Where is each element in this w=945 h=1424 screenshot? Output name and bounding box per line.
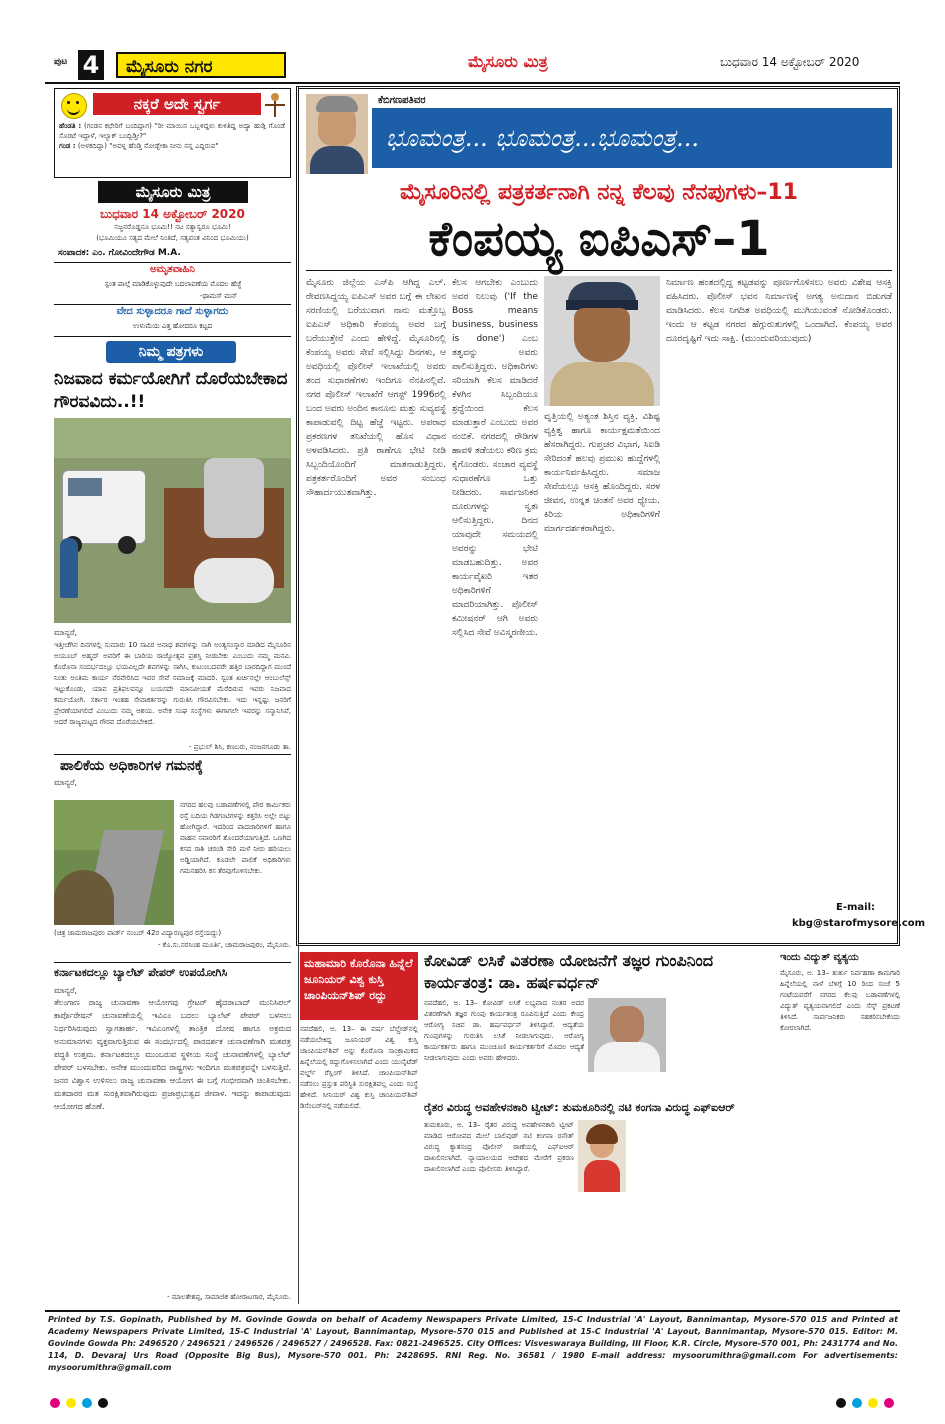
story4-title: ಇಂದು ವಿದ್ಯುತ್ ವ್ಯತ್ಯಯ [780,952,859,963]
letter1-place: ಮಾನ್ಯರೆ, [54,628,78,637]
story3-title: ರೈತರ ವಿರುದ್ಧ ಅವಹೇಳನಕಾರಿ ಟ್ವೀಟ್: ತುಮಕೂರಿನಲ್ಲಿ ನಟಿ ಕಂಗನಾ ವಿರುದ್ಧ ಎಫ್‌ಐಆರ್ [424,1101,735,1114]
amrita-author: -ಥಾಮಸ್ ಮನ್ [200,292,238,300]
letter2-caption: (ಚಿತ್ರ ಜಾಮರಾಜಪುರಂ ವಾರ್ಡ್ ನಂಬರ್ 42ರ ವಿದ್ಯಾರಣ್ಯಪುರ ರಸ್ತೆಯದ್ದು) [54,929,222,937]
editor-line: ಸಂಪಾದಕ: ಎಂ. ಗೋವಿಂದೇಗೌಡ M.A. [58,248,181,258]
smiley-icon [61,93,87,119]
registration-dot-magenta [50,1398,60,1408]
column-label: ಕೆಬಿಗಣಪತಿವರ [378,95,426,106]
kicker: ಮೈಸೂರಿನಲ್ಲಿ ಪತ್ರಕರ್ತನಾಗಿ ನನ್ನ ಕೆಲವು ನೆನಪುಗಳು–11 [399,180,798,205]
actress-photo [578,1120,626,1192]
registration-dot-black [836,1398,846,1408]
registration-dot-yellow [66,1398,76,1408]
letter3-title: ಕರ್ನಾಟಕದಲ್ಲೂ ಬ್ಯಾಲೆಟ್ ಪೇಪರ್ ಉಪಯೋಗಿಸಿ [54,966,228,979]
officer-photo [544,276,660,406]
motto-line: ಸಜ್ಜನರೊಡ್ಡನೂ ಭೂಮಿ!! ನಟ ಸತ್ಯಾಸ್ವರೂ ಭೂಮಿ! [114,223,231,231]
letter2-body: ನಗರದ ಹಲವು ಬಡಾವಣೆಗಳಲ್ಲಿ ಪೌರ ಕಾರ್ಮಿಕರು ರಸ್ತೆ ಬದಿಯ ಗಿಡಗಂಟಿಗಳನ್ನು ಕತ್ತರಿಸಿ ಅಲ್ಲೇ ಬಿಟ್ಟು ಹೋಗಿದ್ದಾರೆ. ಇದರಿಂದ ಪಾದಚಾರಿಗಳಿಗೆ ಹಾಗೂ ವಾಹನ ಸವಾರರಿಗೆ ತೊಂದರೆಯಾಗುತ್ತಿದೆ. ಒಣಗಿದ ಕಸದ ರಾಶಿ ಚರಂಡಿ ಸೇರಿ ಮಳೆ ನೀರು ಹರಿಯಲು ಅಡ್ಡಿಯಾಗಿದೆ. ಕೂಡಲೇ ಪಾಲಿಕೆ ಅಧಿಕಾರಿಗಳು ಗಮನಹರಿಸಿ ಕಸ ತೆರವುಗೊಳಿಸಬೇಕು. [180,801,291,875]
email-label: E-mail: [836,902,876,913]
page-number: 4 [78,50,104,80]
imprint: Printed by T.S. Gopinath, Published by M. Govinde Gowda on behalf of Academy Newspapers Private Limited, 15-C Industrial 'A' Layout, Bannimantap, Mysore-570 015 and Printed at Academy Newspapers Private Limited, 15-C Industrial 'A' Layout, Bannimantap, Mysore-570 015 and Published at 15-C Industrial 'A' Layout, Bannimantap, Mysore-570 015. Editor: M. Govinde Gowda Ph: 2496520 / 2496521 / 2496526 / 2496527 / 2496528. Fax: 0821-2496525. City Offices: Visveswaraya Building, III Floor, K.R. Circle, Mysore-570 001, Ph: 2431774 and No. 114, D. Devaraj Urs Road (Opposite Big Bus), Mysore-570 001. Ph: 2428695. RNI Reg. No. 36581 / 1980 E-mail address: mysoorumithra@gmail.com For advertisements: mysoorumithra@gmail.com [48,1315,898,1372]
motto-line: (ಭೂಮಿಯೂ ಸತ್ಯದ ಮೇಲೆ ನಿಂತಿದೆ, ಸತ್ಯವಂತ ವಿನಿಂದ ಭೂಮಿಯು) [96,234,249,242]
humor-title: ನಕ್ಕರೆ ಅದೇ ಸ್ವರ್ಗ [93,93,261,115]
page-label: ಪುಟ [54,57,68,67]
letter2-sign: - ಕೊ.ಸು.ನರಸಿಂಹ ಮೂರ್ತಿ, ಚಾಮರಾಜಪುರಂ, ಮೈಸೂರು. [157,941,291,949]
minister-photo [588,998,666,1072]
registration-dot-yellow [868,1398,878,1408]
letter1-photo [54,418,291,623]
humor-row: ಗಂಡ : (ಅಳಕದಿದ್ದಾ) "ಅವಳ್ನ ಹೆಂಡ್ತಿ ನೋಡ್ಬೇಕಾ ನೀನು ನನ್ನ ಎದ್ದಿರುವ" [59,142,219,150]
column-title: ಭೂಮಂತ್ರ... ಭೂಮಂತ್ರ...ಭೂಮಂತ್ರ... [372,108,892,168]
letter3-body: ತೆಲಂಗಾಣ ರಾಜ್ಯ ಚುನಾವಣಾ ಆಯೋಗವು ಗ್ರೇಟರ್ ಹೈದರಾಬಾದ್ ಮುನಿಸಿಪಲ್ ಕಾರ್ಪೊರೇಷನ್ ಚುನಾವಣೆಯಲ್ಲಿ ಇವಿಎಂ ಬದಲು ಬ್ಯಾಲೆಟ್ ಪೇಪರ್ ಬಳಸಲು ನಿರ್ಧರಿಸಿರುವುದು ಸ್ವಾಗತಾರ್ಹ. ಇವಿಎಂಗಳಲ್ಲಿ ತಾಂತ್ರಿಕ ದೋಷ ಹಾಗೂ ಅಕ್ರಮದ ಅನುಮಾನಗಳು ವ್ಯಕ್ತವಾಗುತ್ತಿರುವ ಈ ಸಂದರ್ಭದಲ್ಲಿ ಪಾರದರ್ಶಕ ಚುನಾವಣೆಗಾಗಿ ಮತಪತ್ರ ಪದ್ಧತಿ ಉತ್ತಮ. ಕರ್ನಾಟಕದಲ್ಲೂ ಮುಂಬರುವ ಸ್ಥಳೀಯ ಸಂಸ್ಥೆ ಚುನಾವಣೆಗಳಲ್ಲಿ ಬ್ಯಾಲೆಟ್ ಪೇಪರ್ ಬಳಸಬೇಕು. ಅನೇಕ ಮುಂದುವರಿದ ರಾಷ್ಟ್ರಗಳು ಇಂದಿಗೂ ಮತಪತ್ರವನ್ನೇ ಬಳಸುತ್ತಿವೆ. ಜನರ ವಿಶ್ವಾಸ ಉಳಿಸಲು ರಾಜ್ಯ ಚುನಾವಣಾ ಆಯೋಗ ಈ ಬಗ್ಗೆ ಗಂಭೀರವಾಗಿ ಚಿಂತಿಸಬೇಕು. ಮತದಾರರ ಮತ ಸುರಕ್ಷಿತವಾಗಿರುವುದು ಪ್ರಜಾಪ್ರಭುತ್ವದ ಜೀವಾಳ. ಇದನ್ನು ಕಾಪಾಡುವುದು ಆಯೋಗದ ಹೊಣೆ. [54,998,291,1111]
story2-title: ಕೋವಿಡ್ ಲಸಿಕೆ ವಿತರಣಾ ಯೋಜನೆಗೆ ತಜ್ಞರ ಗುಂಪಿನಿಂದ ಕಾರ್ಯತಂತ್ರ: ಡಾ. ಹರ್ಷವರ್ಧನ್ [424,951,714,992]
veda-title: ವೇದ ಸುಳ್ಳಾದರೂ ಗಾದೆ ಸುಳ್ಳಾಗದು [116,306,229,317]
registration-dot-black [98,1398,108,1408]
amrita-title: ಅಮೃತವಾಹಿನಿ [150,264,195,275]
headline: ಕೆಂಪಯ್ಯ ಐಪಿಎಸ್–1 [428,211,770,267]
story1-body: ನವದೆಹಲಿ, ಅ. 13– ಈ ವರ್ಷ ಬೆಲ್ಗ್ರೇಡ್‌ನಲ್ಲಿ ನಡೆಯಬೇಕಿದ್ದ ಜೂನಿಯರ್ ವಿಶ್ವ ಕುಸ್ತಿ ಚಾಂಪಿಯನ್‌ಶಿಪ್ ಅನ್ನು ಕೊರೊನಾ ಸಾಂಕ್ರಾಮಿಕದ ಹಿನ್ನೆಲೆಯಲ್ಲಿ ರದ್ದುಗೊಳಿಸಲಾಗಿದೆ ಎಂದು ಯುನೈಟೆಡ್ ವರ್ಲ್ಡ್ ರೆಸ್ಲಿಂಗ್ ತಿಳಿಸಿದೆ. ಚಾಂಪಿಯನ್‌ಶಿಪ್ ನಡೆಸಲು ಪ್ರಸ್ತುತ ಪರಿಸ್ಥಿತಿ ಸುರಕ್ಷಿತವಲ್ಲ ಎಂದು ಸಂಸ್ಥೆ ಹೇಳಿದೆ. ಸೀನಿಯರ್ ವಿಶ್ವ ಕುಸ್ತಿ ಚಾಂಪಿಯನ್‌ಶಿಪ್ ಡಿಸೆಂಬರ್‌ನಲ್ಲಿ ನಡೆಯಲಿದೆ. [300,1025,418,1110]
humor-row: ಹೆಂಡತಿ : (ಗಂಡನ ಕಛೇರಿಗೆ ಬಂದಿದ್ದಾಗ) "ರೀ ಮಾಯಿನ ಒಬ್ಬಳಿದ್ದಳು ಕುಳಿತಿದ್ದ ಅದ್ಯಾ ಹುಡ್ಗಿ ಗೊಂಡೆ ಸೊರಟೆ ಇದ್ದಾಳೆ, ಇಲ್ಯಾಕ್ ಬಂದ್ಬಿಡ್ತೀ?" [59,122,285,140]
mini-date: ಬುಧವಾರ 14 ಅಕ್ಟೋಬರ್ 2020 [100,207,245,221]
feature-col3: ವೃತ್ತಿಯಲ್ಲಿ ಅತ್ಯಂತ ಶಿಸ್ತಿನ ವ್ಯಕ್ತಿ. ವಿಶಿಷ್ಟ ವ್ಯಕ್ತಿತ್ವ ಹಾಗೂ ಕಾರ್ಯಕ್ಷಮತೆಯಿಂದ ಹೆಸರಾಗಿದ್ದರು. ಗುಪ್ತಚರ ವಿಭಾಗ, ಸಿಐಡಿ ಸೇರಿದಂತೆ ಹಲವು ಪ್ರಮುಖ ಹುದ್ದೆಗಳಲ್ಲಿ ಕಾರ್ಯನಿರ್ವಹಿಸಿದ್ದರು. ಸಮಾಜ ಸೇವೆಯಲ್ಲೂ ಆಸಕ್ತಿ ಹೊಂದಿದ್ದರು. ಸರಳ ಜೀವನ, ಉನ್ನತ ಚಿಂತನೆ ಅವರ ಧ್ಯೇಯ. ಕಿರಿಯ ಅಧಿಕಾರಿಗಳಿಗೆ ಮಾರ್ಗದರ್ಶಕರಾಗಿದ್ದರು. [544,412,660,534]
registration-dot-cyan [82,1398,92,1408]
story1-title: ಮಹಾಮಾರಿ ಕೊರೊನಾ ಹಿನ್ನೆಲೆ ಜೂನಿಯರ್ ವಿಶ್ವ ಕುಸ್ತಿ ಚಾಂಪಿಯನ್‌ಶಿಪ್ ರದ್ದು [300,952,418,1020]
letter2-title: ಪಾಲಿಕೆಯ ಅಧಿಕಾರಿಗಳ ಗಮನಕ್ಕೆ [60,758,203,774]
amrita-text: ಸ್ಪಂತ ಪಾಲ್ಗೆ ಮಾಡಿಕೊಳ್ಳುವುದೇ ಬದಲಾವಣೆಯ ಮೊದಲ ಹೆಜ್ಜೆ [104,280,242,288]
feature-col2: ಕೆಲಸ ಆಗಬೇಕು ಎಂಬುದು ಅವರ ನಿಲುವು ('If the Boss means business, business is done') ಎಂಬ ತತ್ವವನ್ನು ಅವರು ಪಾಲಿಸುತ್ತಿದ್ದರು. ಅಧಿಕಾರಿಗಳು ಸರಿಯಾಗಿ ಕೆಲಸ ಮಾಡಿದರೆ ಕೆಳಗಿನ ಸಿಬ್ಬಂದಿಯೂ ಶ್ರದ್ಧೆಯಿಂದ ಕೆಲಸ ಮಾಡುತ್ತಾರೆ ಎಂಬುದು ಅವರ ನಂಬಿಕೆ. ನಗರದಲ್ಲಿ ರೌಡಿಗಳ ಹಾವಳಿ ತಡೆಯಲು ಕಠಿಣ ಕ್ರಮ ಕೈಗೊಂಡರು. ಸಂಚಾರ ವ್ಯವಸ್ಥೆ ಸುಧಾರಣೆಗೂ ಒತ್ತು ನೀಡಿದರು. ಸಾರ್ವಜನಿಕರ ದೂರುಗಳನ್ನು ಸ್ವತಃ ಆಲಿಸುತ್ತಿದ್ದರು. ದಿನದ ಯಾವುದೇ ಸಮಯದಲ್ಲಿ ಅವರನ್ನು ಭೇಟಿ ಮಾಡಬಹುದಿತ್ತು. ಅವರ ಕಾರ್ಯವೈಖರಿ ಇತರ ಅಧಿಕಾರಿಗಳಿಗೆ ಮಾದರಿಯಾಗಿತ್ತು. ಪೊಲೀಸ್ ಕಮೀಷನರ್ ಆಗಿ ಅವರು ಸಲ್ಲಿಸಿದ ಸೇವೆ ಅವಿಸ್ಮರಣೀಯ. [452,278,538,638]
feature-col1: ಮೈಸೂರು ಜಿಲ್ಲೆಯ ಎಸ್‌ಪಿ ಆಗಿದ್ದ ಎಲ್. ರೇವಣಸಿದ್ದಯ್ಯ ಐಪಿಎಸ್ ಅವರ ಬಗ್ಗೆ ಈ ಲೇಖನ ಸರಣಿಯಲ್ಲಿ ಬರೆಯುವಾಗ ನಾನು ಮತ್ತೊಬ್ಬ ಐಪಿಎಸ್ ಅಧಿಕಾರಿ ಕೆಂಪಯ್ಯ ಅವರ ಬಗ್ಗೆ ಬರೆಯುತ್ತೇನೆ ಎಂದು ಹೇಳಿದ್ದೆ. ಮೈಸೂರಿನಲ್ಲಿ ಕೆಂಪಯ್ಯ ಅವರು ಸೇವೆ ಸಲ್ಲಿಸಿದ್ದು ದಿನಗಳು, ಆ ಅವಧಿಯಲ್ಲಿ ಪೊಲೀಸ್ ಇಲಾಖೆಯಲ್ಲಿ ಅವರು ತಂದ ಸುಧಾರಣೆಗಳು ಇಂದಿಗೂ ನೆನಪಿನಲ್ಲಿವೆ. ನಗರ ಪೊಲೀಸ್ ಇಲಾಖೆಗೆ ಆಗಸ್ಟ್ 1996ರಲ್ಲಿ ಬಂದ ಅವರು ಅಂದಿನ ಕಾನೂನು ಮತ್ತು ಸುವ್ಯವಸ್ಥೆ ಕಾಪಾಡುವಲ್ಲಿ ದಿಟ್ಟ ಹೆಜ್ಜೆ ಇಟ್ಟರು. ಅಪರಾಧ ಪ್ರಕರಣಗಳ ತನಿಖೆಯಲ್ಲಿ ಹೊಸ ವಿಧಾನ ಅಳವಡಿಸಿದರು. ಪ್ರತಿ ಠಾಣೆಗೂ ಭೇಟಿ ನೀಡಿ ಸಿಬ್ಬಂದಿಯೊಂದಿಗೆ ಮಾತನಾಡುತ್ತಿದ್ದರು. ಪತ್ರಕರ್ತರೊಂದಿಗೆ ಅವರ ಸಂಬಂಧ ಸೌಹಾರ್ದಯುತವಾಗಿತ್ತು. [306,278,446,498]
scarecrow-icon [265,93,285,117]
section-title: ಮೈಸೂರು ನಗರ [116,52,286,78]
masthead: ಮೈಸೂರು ಮಿತ್ರ [468,52,548,71]
header-rule [45,82,900,84]
mini-masthead: ಮೈಸೂರು ಮಿತ್ರ [98,181,248,203]
letter1-title: ನಿಜವಾದ ಕರ್ಮಯೋಗಿಗೆ ದೊರೆಯಬೇಕಾದ ಗೌರವವಿದು..!! [54,369,288,412]
letter3-place: ಮಾನ್ಯರೆ, [54,986,78,995]
veda-text: ಉಳುಮೆಯ ಎತ್ತ ಹೋದರೂ ಕಟ್ಟದ [132,322,213,330]
email-address[interactable]: kbg@starofmysore.com [792,918,926,929]
columnist-photo [306,94,368,174]
letter1-sign: - ಪ್ರಭುಲ್ ಶಿಸಿ, ಕಣಬರು, ನಂಜನಗೂಡು ತಾ. [189,743,291,751]
story4-body: ಮೈಸೂರು, ಅ. 13– ತುರ್ತು ನಿರ್ವಹಣಾ ಕಾಮಗಾರಿ ಹಿನ್ನೆಲೆಯಲ್ಲಿ ನಾಳೆ ಬೆಳಿಗ್ಗೆ 10 ರಿಂದ ಸಂಜೆ 5 ಗಂಟೆಯವರೆಗೆ ನಗರದ ಕೆಲವು ಬಡಾವಣೆಗಳಲ್ಲಿ ವಿದ್ಯುತ್ ವ್ಯತ್ಯಯವಾಗಲಿದೆ ಎಂದು ಸೆಸ್ಕ್ ಪ್ರಕಟಣೆ ತಿಳಿಸಿದೆ. ಸಾರ್ವಜನಿಕರು ಸಹಕರಿಸಬೇಕೆಂದು ಕೋರಲಾಗಿದೆ. [780,969,900,1032]
letter2-photo [54,800,174,925]
feature-col4: ನಿರ್ಮಾಣ ಹಂತದಲ್ಲಿದ್ದ ಕಟ್ಟಡವನ್ನು ಪೂರ್ಣಗೊಳಿಸಲು ಅವರು ವಿಶೇಷ ಆಸಕ್ತಿ ವಹಿಸಿದರು. ಪೊಲೀಸ್ ಭವನ ನಿರ್ಮಾಣಕ್ಕೆ ಅಗತ್ಯ ಅನುದಾನ ಬಿಡುಗಡೆ ಮಾಡಿಸಿದರು. ಕೆಲಸ ನಿಗದಿತ ಅವಧಿಯಲ್ಲಿ ಮುಗಿಯುವಂತೆ ನೋಡಿಕೊಂಡರು. ಇಂದು ಆ ಕಟ್ಟಡ ನಗರದ ಹೆಗ್ಗುರುತುಗಳಲ್ಲಿ ಒಂದಾಗಿದೆ. ಕೆಂಪಯ್ಯ ಅವರ ದೂರದೃಷ್ಟಿಗೆ ಇದು ಸಾಕ್ಷಿ. (ಮುಂದುವರಿಯುವುದು) [666,278,892,344]
letter2-place: ಮಾನ್ಯರೆ, [54,778,78,787]
date: ಬುಧವಾರ 14 ಅಕ್ಟೋಬರ್ 2020 [720,55,860,69]
registration-dot-magenta [884,1398,894,1408]
letter1-body: ಇತ್ತೀಚೆಗಿನ ದಿನಗಳಲ್ಲಿ ಸುಮಾರು 10 ಸಾವಿರ ಅನಾಥ ಶವಗಳನ್ನು ನಾಗಿ ಅಂತ್ಯಸಂಸ್ಕಾರ ಮಾಡಿದ ಮೈಸೂರಿನ ಅಯೂಬ್ ಅಹ್ಮದ್ ಅವರಿಗೆ ಈ ಬಾರಿಯ ರಾಜ್ಯೋತ್ಸವ ಪ್ರಶಸ್ತಿ ನೀಡಬೇಕು ಎಂಬುದು ನಮ್ಮ ಮನವಿ. ಕೊರೊನಾ ಸಂದರ್ಭದಲ್ಲೂ ಭಯವಿಲ್ಲದೇ ಶವಗಳನ್ನು ಸಾಗಿಸಿ, ಕುಟುಂಬದವರೇ ಹತ್ತಿರ ಬಾರದಿದ್ದಾಗ ಮುಂದೆ ನಿಂತು ಅಂತಿಮ ಕಾರ್ಯ ನೆರವೇರಿಸಿದ ಇವರ ಸೇವೆ ಸಮಾಜಕ್ಕೆ ಮಾದರಿ. ಸ್ವಂತ ಖರ್ಚಿನಲ್ಲೇ ಆಂಬುಲೆನ್ಸ್ ಇಟ್ಟುಕೊಂಡು, ಯಾವ ಪ್ರತಿಫಲವನ್ನೂ ಬಯಸದೇ ಮಾನವೀಯತೆ ಮೆರೆದಿರುವ ಇವರು ನಿಜವಾದ ಕರ್ಮಯೋಗಿ. ಸರ್ಕಾರ ಇಂತಹ ಸೇವಾಕರ್ತರನ್ನು ಗುರುತಿಸಿ ಗೌರವಿಸಬೇಕು. ಇದು ಇನ್ನಷ್ಟು ಜನರಿಗೆ ಪ್ರೇರಣೆಯಾಗಲಿದೆ ಎಂಬುದು ನಮ್ಮ ಆಶಯ. ಅನೇಕ ಸಂಘ ಸಂಸ್ಥೆಗಳು ಈಗಾಗಲೇ ಇವರನ್ನು ಸನ್ಮಾನಿಸಿವೆ, ಆದರೆ ರಾಜ್ಯಮಟ್ಟದ ಗೌರವ ದೊರೆಯಬೇಕಿದೆ. [54,641,291,726]
story3-body: ತುಮಕೂರು, ಅ. 13– ರೈತರ ವಿರುದ್ಧ ಅವಹೇಳನಕಾರಿ ಟ್ವೀಟ್ ಮಾಡಿದ ಆರೋಪದ ಮೇಲೆ ಬಾಲಿವುಡ್ ನಟಿ ಕಂಗನಾ ರನೌತ್ ವಿರುದ್ಧ ಕ್ಯಾತಸಂದ್ರ ಪೊಲೀಸ್ ಠಾಣೆಯಲ್ಲಿ ಎಫ್‌ಐಆರ್ ದಾಖಲಿಸಲಾಗಿದೆ. ನ್ಯಾಯಾಲಯದ ಆದೇಶದ ಮೇರೆಗೆ ಪ್ರಕರಣ ದಾಖಲಿಸಲಾಗಿದೆ ಎಂದು ಪೊಲೀಸರು ತಿಳಿಸಿದ್ದಾರೆ. [424,1121,574,1173]
letters-banner: ನಿಮ್ಮ ಪತ್ರಗಳು [106,341,236,363]
humor-box [54,88,291,178]
story2-body: ನವದೆಹಲಿ, ಅ. 13– ಕೋವಿಡ್ ಲಸಿಕೆ ಲಭ್ಯವಾದ ನಂತರ ಅದರ ವಿತರಣೆಗಾಗಿ ತಜ್ಞರ ಗುಂಪು ಕಾರ್ಯತಂತ್ರ ರೂಪಿಸುತ್ತಿದೆ ಎಂದು ಕೇಂದ್ರ ಆರೋಗ್ಯ ಸಚಿವ ಡಾ. ಹರ್ಷವರ್ಧನ್ ತಿಳಿಸಿದ್ದಾರೆ. ಆದ್ಯತೆಯ ಗುಂಪುಗಳನ್ನು ಗುರುತಿಸಿ ಲಸಿಕೆ ನೀಡಲಾಗುವುದು. ಆರೋಗ್ಯ ಕಾರ್ಯಕರ್ತರು ಹಾಗೂ ಮುಂಚೂಣಿ ಕಾರ್ಯಕರ್ತರಿಗೆ ಮೊದಲ ಆದ್ಯತೆ ನೀಡಲಾಗುವುದು ಎಂದು ಅವರು ಹೇಳಿದರು. [424,999,584,1062]
letter3-sign: - ಮಾಲತೇಶಪ್ಪ, ಸಾಮಾಜಿಕ ಹೋರಾಟಗಾರ, ಮೈಸೂರು. [167,1293,291,1301]
registration-dot-cyan [852,1398,862,1408]
